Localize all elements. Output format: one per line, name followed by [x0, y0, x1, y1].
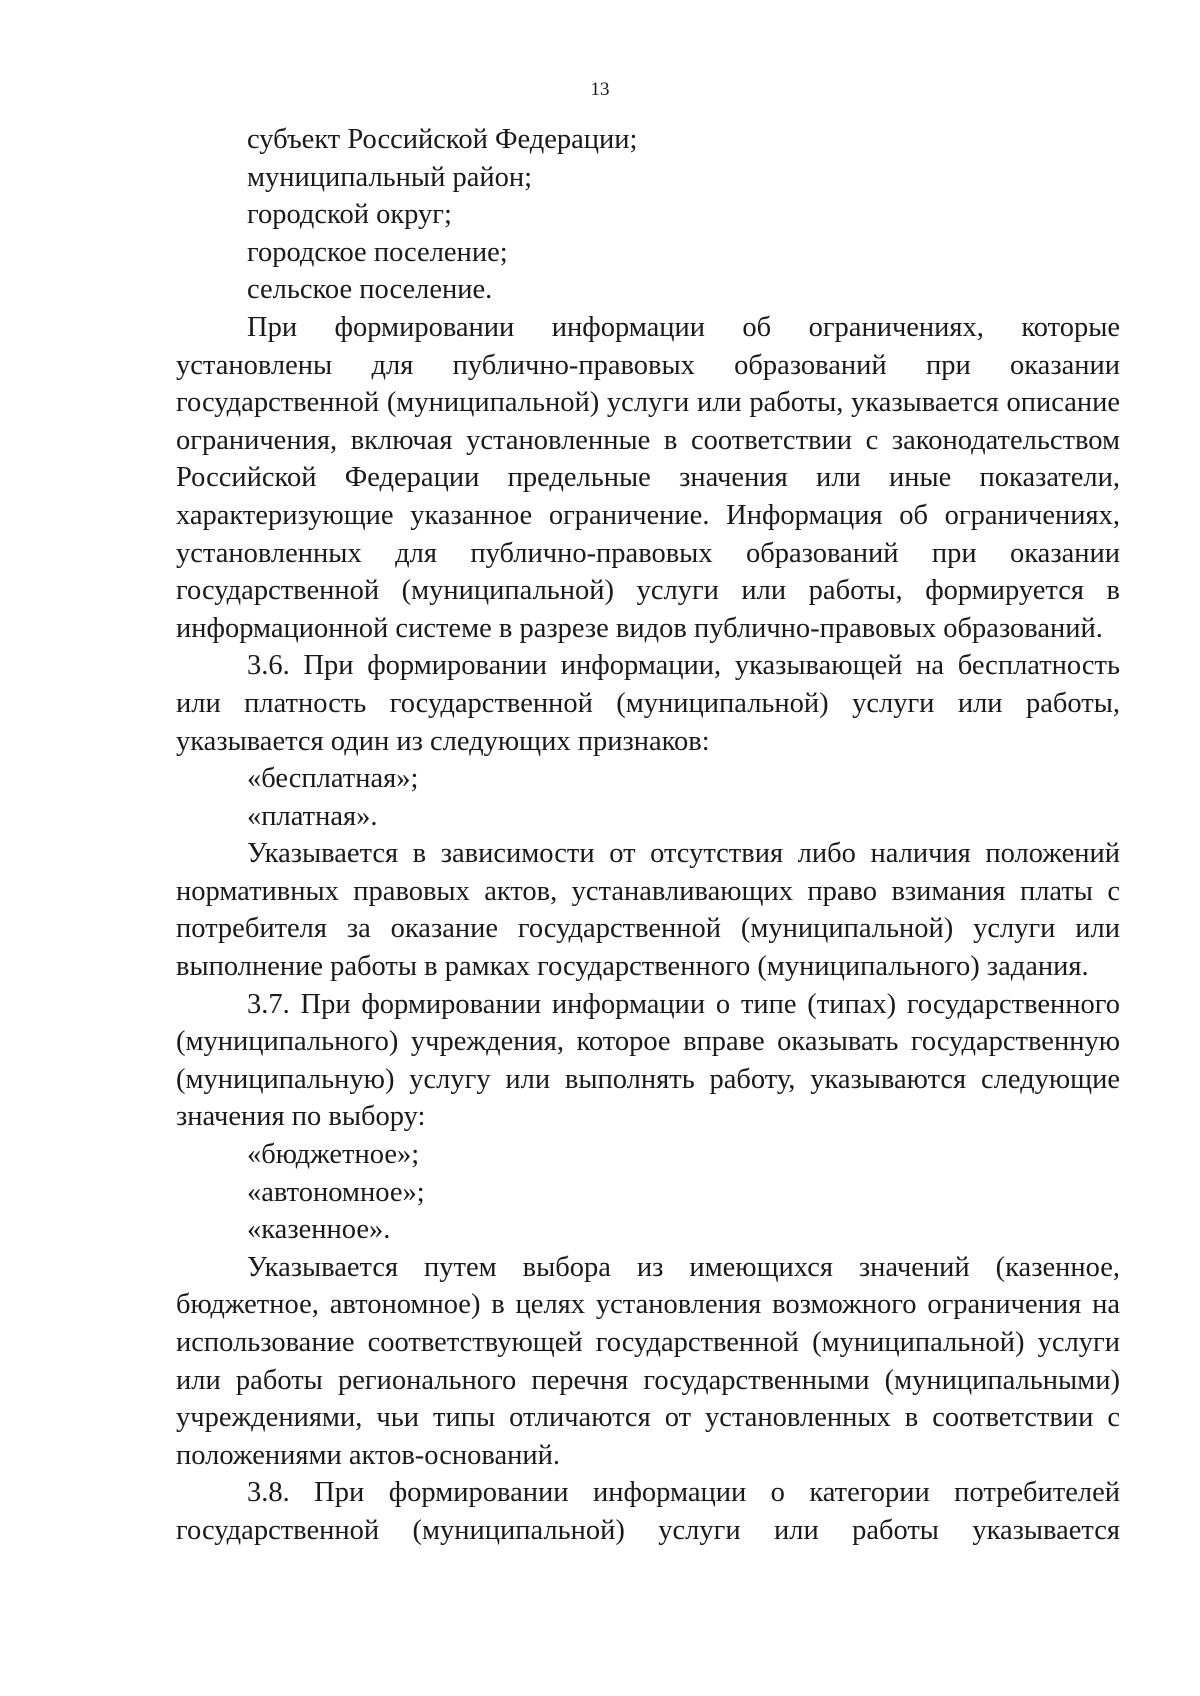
list-item: «платная». [247, 800, 378, 832]
paragraph-section-3-8: 3.8. При формировании информации о категории потребителей государственной (муниципальной) услуги или работы указывается [176, 1477, 1120, 1546]
list-item: субъект Российской Федерации; [247, 124, 638, 155]
list-item: «бесплатная»; [247, 763, 419, 795]
list-item: «автономное»; [247, 1176, 425, 1208]
list-item: муниципальный район; [247, 161, 533, 193]
paragraph-section-3-6: 3.6. При формировании информации, указывающей на бесплатность или платность государственной (муниципальной) услуги или работы, указывается один из следующих признаков: [176, 650, 1120, 757]
list-item: сельское поселение. [247, 274, 493, 306]
list-item: «казенное». [247, 1214, 391, 1246]
page-number: 13 [590, 79, 610, 100]
paragraph: Указывается в зависимости от отсутствия либо наличия положений нормативных правовых актов, устанавливающих право взимания платы с потребителя за оказание государственной (муниципальной) услуги или выполнение работы в рамках государственного (муниципального) задания. [176, 838, 1120, 983]
list-item: городское поселение; [247, 236, 508, 268]
list-item: городской округ; [247, 199, 452, 231]
paragraph-section-3-7: 3.7. При формировании информации о типе (типах) государственного (муниципального) учреждения, которое вправе оказывать государственную (муниципальную) услугу или выполнять работу, указываются следующие значения по выбору: [176, 988, 1120, 1133]
paragraph: При формировании информации об ограничениях, которые установлены для публично-правовых образований при оказании государственной (муниципальной) услуги или работы, указывается описание ограничения, включая установленные в соответствии с законодательством Российской Федерации предельные значения или иные показатели, характеризующие указанное ограничение. Информация об ограничениях, установленных для публично-правовых образований при оказании государственной (муниципальной) услуги или работы, формируется в информационной системе в разрезе видов публично-правовых образований. [176, 311, 1120, 644]
paragraph: Указывается путем выбора из имеющихся значений (казенное, бюджетное, автономное) в целях установления возможного ограничения на использование соответствующей государственной (муниципальной) услуги или работы регионального перечня государственными (муниципальными) учреждениями, чьи типы отличаются от установленных в соответствии с положениями актов-оснований. [176, 1251, 1120, 1471]
list-item: «бюджетное»; [247, 1139, 420, 1171]
document-body [176, 121, 1120, 1550]
